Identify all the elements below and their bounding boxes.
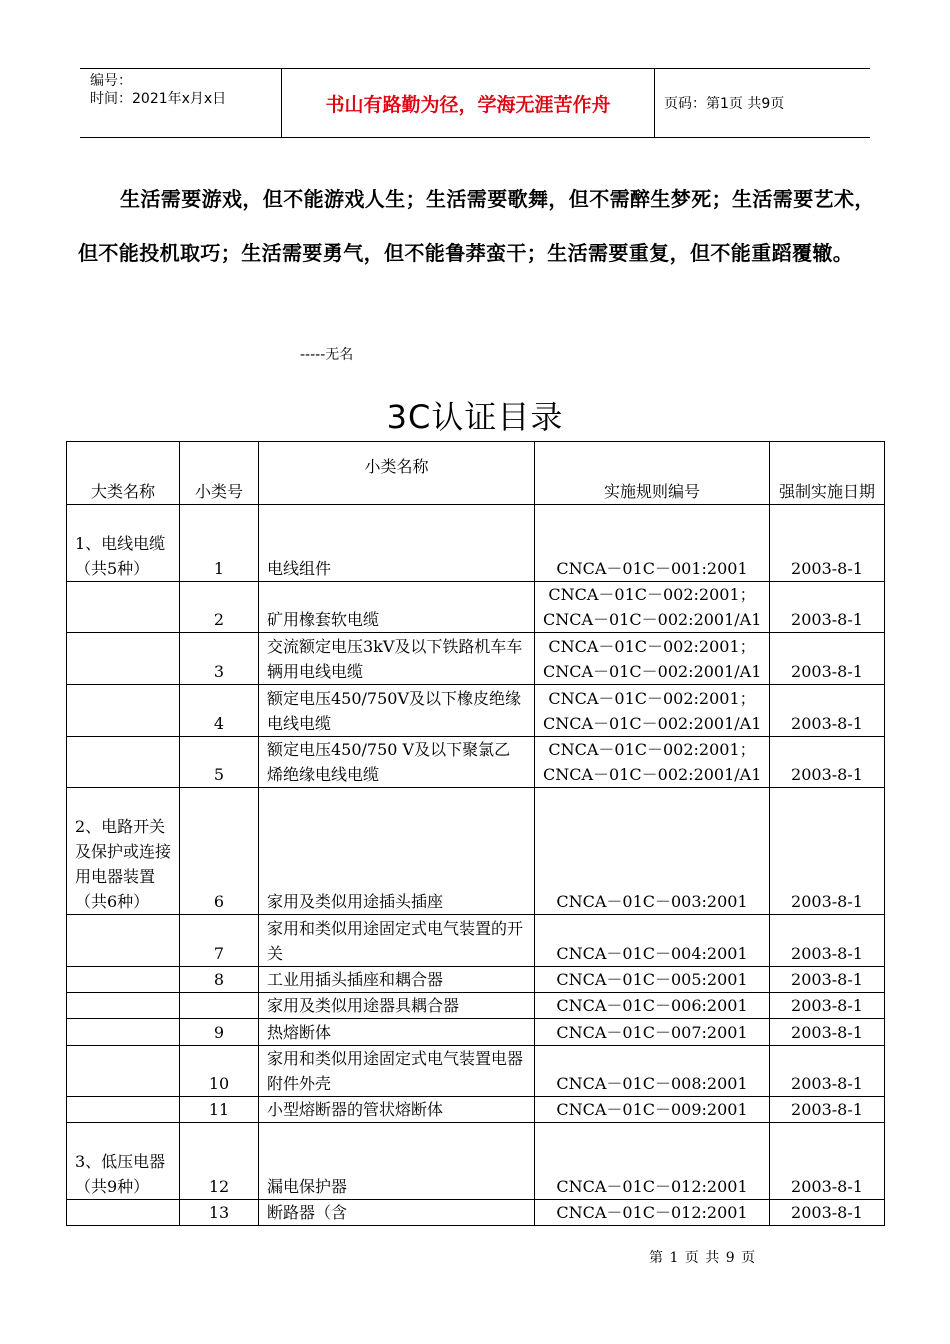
table-body [67,505,885,1226]
subnum-cell: 9 [180,1019,259,1046]
date-cell: 2003-8-1 [770,582,885,633]
date-cell: 2003-8-1 [770,1046,885,1097]
table-row [67,737,885,788]
rule-cell: CNCA－01C－012:2001 [535,1200,770,1226]
subname-cell: 交流额定电压3kV及以下铁路机车车辆用电线电缆 [259,633,535,685]
subnum-cell: 12 [180,1123,259,1200]
rule-cell: CNCA－01C－003:2001 [535,788,770,915]
table-row [67,582,885,633]
subnum-cell: 13 [180,1200,259,1226]
subnum-cell: 5 [180,737,259,788]
subnum-cell: 3 [180,633,259,685]
subname-cell: 矿用橡套软电缆 [259,582,535,633]
subnum-cell: 6 [180,788,259,915]
table-row [67,788,885,915]
subname-cell: 小型熔断器的管状熔断体 [259,1097,535,1123]
subname-cell: 断路器（含 [259,1200,535,1226]
header-meta [80,69,282,137]
subname-cell: 家用及类似用途器具耦合器 [259,993,535,1019]
subname-cell: 热熔断体 [259,1019,535,1046]
table-row [67,1123,885,1200]
category-cell [67,1019,180,1046]
subnum-cell: 8 [180,967,259,993]
subname-cell: 额定电压450/750V及以下橡皮绝缘电线电缆 [259,685,535,737]
table-row [67,1097,885,1123]
rule-cell: CNCA－01C－008:2001 [535,1046,770,1097]
subname-cell: 家用和类似用途固定式电气装置的开关 [259,915,535,967]
subnum-cell: 7 [180,915,259,967]
category-cell [67,582,180,633]
category-cell [67,1097,180,1123]
subnum-cell: 1 [180,505,259,582]
number-label: 编号： [90,73,132,89]
table-row [67,967,885,993]
subname-cell: 电线组件 [259,505,535,582]
category-cell [67,915,180,967]
table-header-row [67,442,885,505]
date-cell: 2003-8-1 [770,1200,885,1226]
category-cell: 2、电路开关及保护或连接用电器装置（共6种） [67,788,180,915]
quote-author: -----无名 [300,347,354,363]
date-cell: 2003-8-1 [770,1097,885,1123]
table-row [67,1019,885,1046]
subname-cell: 工业用插头插座和耦合器 [259,967,535,993]
date-cell: 2003-8-1 [770,737,885,788]
category-cell [67,1200,180,1226]
subname-cell: 家用及类似用途插头插座 [259,788,535,915]
category-cell [67,993,180,1019]
date-cell: 2003-8-1 [770,633,885,685]
date-cell: 2003-8-1 [770,685,885,737]
category-cell [67,685,180,737]
date-cell: 2003-8-1 [770,993,885,1019]
catalog-table [66,441,885,1226]
category-cell: 1、电线电缆（共5种） [67,505,180,582]
date-cell: 2003-8-1 [770,915,885,967]
header-date: 强制实施日期 [770,442,885,505]
subname-cell: 额定电压450/750 V及以下聚氯乙烯绝缘电线电缆 [259,737,535,788]
date-cell: 2003-8-1 [770,505,885,582]
rule-cell: CNCA－01C－006:2001 [535,993,770,1019]
table-row [67,993,885,1019]
time-label: 时间：2021年x月x日 [90,91,227,107]
category-cell: 3、低压电器（共9种） [67,1123,180,1200]
header-rule: 实施规则编号 [535,442,770,505]
subnum-cell: 2 [180,582,259,633]
page-title: 3C认证目录 [386,398,564,436]
rule-cell: CNCA－01C－002:2001； CNCA－01C－002:2001/A1 [535,633,770,685]
date-cell: 2003-8-1 [770,1019,885,1046]
header-page-info: 页码：第1页 共9页 [664,96,785,112]
rule-cell: CNCA－01C－002:2001； CNCA－01C－002:2001/A1 [535,582,770,633]
category-cell [67,633,180,685]
rule-cell: CNCA－01C－001:2001 [535,505,770,582]
page-header [80,68,870,138]
rule-cell: CNCA－01C－004:2001 [535,915,770,967]
category-cell [67,737,180,788]
subnum-cell: 10 [180,1046,259,1097]
rule-cell: CNCA－01C－005:2001 [535,967,770,993]
date-cell: 2003-8-1 [770,788,885,915]
table-row [67,915,885,967]
rule-cell: CNCA－01C－007:2001 [535,1019,770,1046]
subname-cell: 漏电保护器 [259,1123,535,1200]
subnum-cell: 11 [180,1097,259,1123]
subnum-cell [180,993,259,1019]
category-cell [67,1046,180,1097]
rule-cell: CNCA－01C－012:2001 [535,1123,770,1200]
table-row [67,1046,885,1097]
rule-cell: CNCA－01C－009:2001 [535,1097,770,1123]
table-row [67,505,885,582]
header-motto: 书山有路勤为径，学海无涯苦作舟 [282,69,655,137]
subnum-cell: 4 [180,685,259,737]
header-category: 大类名称 [67,442,180,505]
subname-cell: 家用和类似用途固定式电气装置电器附件外壳 [259,1046,535,1097]
quote-text: 生活需要游戏，但不能游戏人生；生活需要歌舞，但不需醉生梦死；生活需要艺术，但不能投机取巧；生活需要勇气，但不能鲁莽蛮干；生活需要重复，但不能重蹈覆辙。 [78,187,875,265]
page-footer: 第 1 页 共 9 页 [649,1250,757,1266]
date-cell: 2003-8-1 [770,1123,885,1200]
category-cell [67,967,180,993]
table-row [67,633,885,685]
header-subname: 小类名称 [259,442,535,505]
table-row [67,1200,885,1226]
table-row [67,685,885,737]
header-subnum: 小类号 [180,442,259,505]
rule-cell: CNCA－01C－002:2001； CNCA－01C－002:2001/A1 [535,737,770,788]
date-cell: 2003-8-1 [770,967,885,993]
rule-cell: CNCA－01C－002:2001； CNCA－01C－002:2001/A1 [535,685,770,737]
